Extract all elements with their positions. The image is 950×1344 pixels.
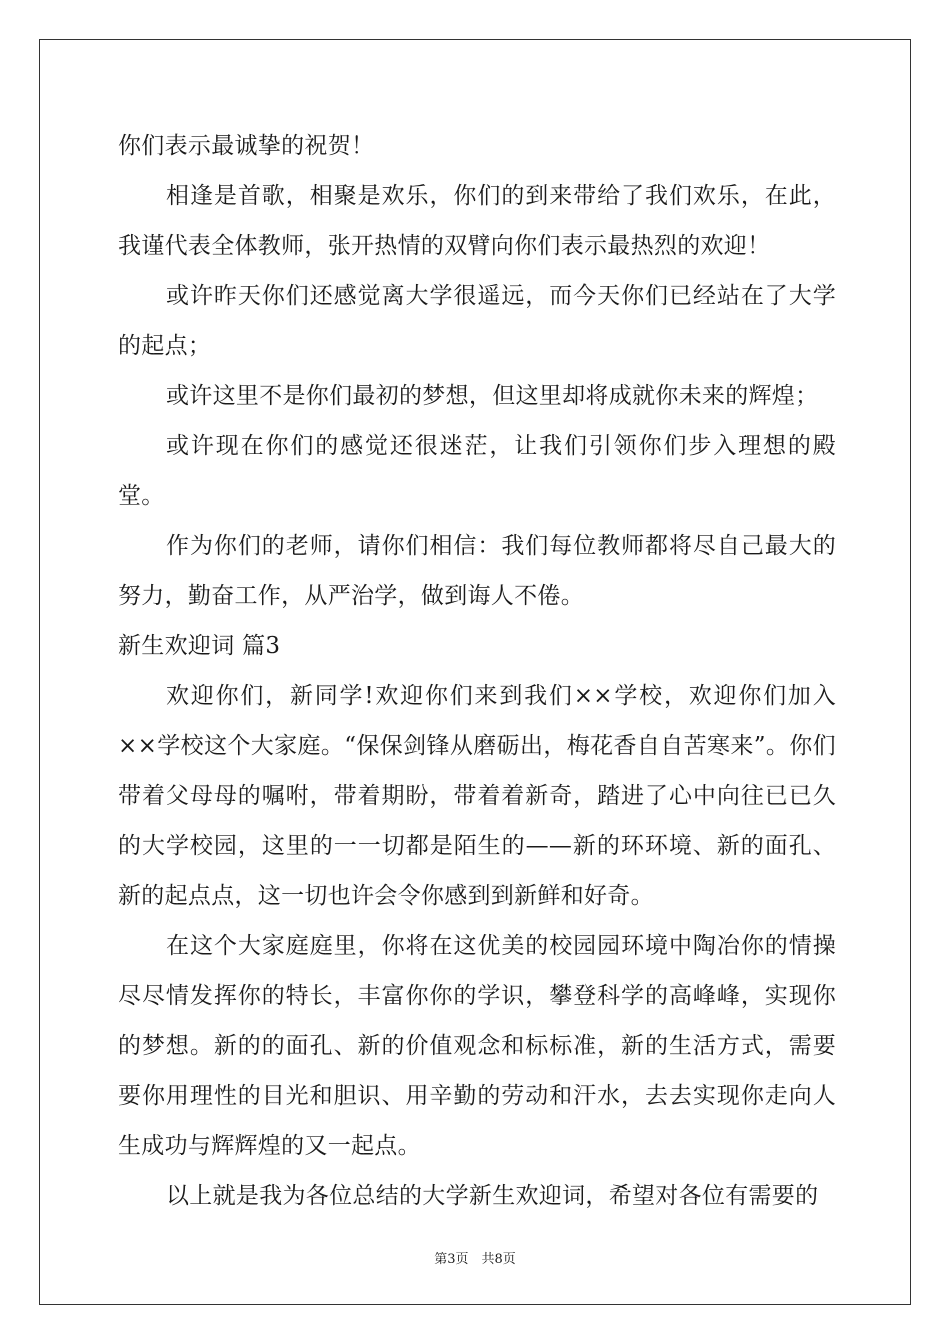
paragraph-continuation: 你们表示最诚挚的祝贺！ bbox=[118, 133, 375, 159]
paragraph-yesterday: 或许昨天你们还感觉离大学很遥远，而今天你们已经站在了大学的起点； bbox=[118, 283, 836, 359]
paragraph-confused: 或许现在你们的感觉还很迷茫，让我们引领你们步入理想的殿堂。 bbox=[118, 433, 836, 509]
paragraph-dream: 或许这里不是你们最初的梦想，但这里却将成就你未来的辉煌； bbox=[166, 383, 819, 409]
document-body bbox=[118, 121, 836, 1221]
paragraph-new-students: 欢迎你们，新同学!欢迎你们来到我们××学校，欢迎你们加入××学校这个大家庭。“保保剑锋从磨砺出，梅花香自自苦寒来”。你们带着父母母的嘱咐，带着期盼，带着着新奇，踏进了心中向往已已久的大学校园，这里的一一切都是陌生的——新的环环境、新的面孔、新的起点点，这一切也许会令你感到到新鲜和好奇。 bbox=[118, 683, 836, 909]
paragraph-big-family: 在这个大家庭庭里，你将在这优美的校园园环境中陶冶你的情操尽尽情发挥你的特长，丰富你你的学识，攀登科学的高峰峰，实现你的梦想。新的的面孔、新的价值观念和标标准，新的生活方式，需要要你用理性的目光和胆识、用辛勤的劳动和汗水，去去实现你走向人生成功与辉辉煌的又一起点。 bbox=[118, 933, 836, 1159]
page-footer: 第3页 共8页 bbox=[434, 1252, 516, 1267]
paragraph-summary: 以上就是我为各位总结的大学新生欢迎词，希望对各位有需要的 bbox=[166, 1183, 819, 1209]
section-heading: 新生欢迎词 篇3 bbox=[118, 633, 281, 659]
paragraph-teachers: 作为你们的老师，请你们相信：我们每位教师都将尽自己最大的努力，勤奋工作，从严治学，做到诲人不倦。 bbox=[118, 533, 836, 609]
paragraph-welcome: 相逢是首歌，相聚是欢乐，你们的到来带给了我们欢乐，在此，我谨代表全体教师，张开热情的双臂向你们表示最热烈的欢迎！ bbox=[118, 183, 836, 259]
